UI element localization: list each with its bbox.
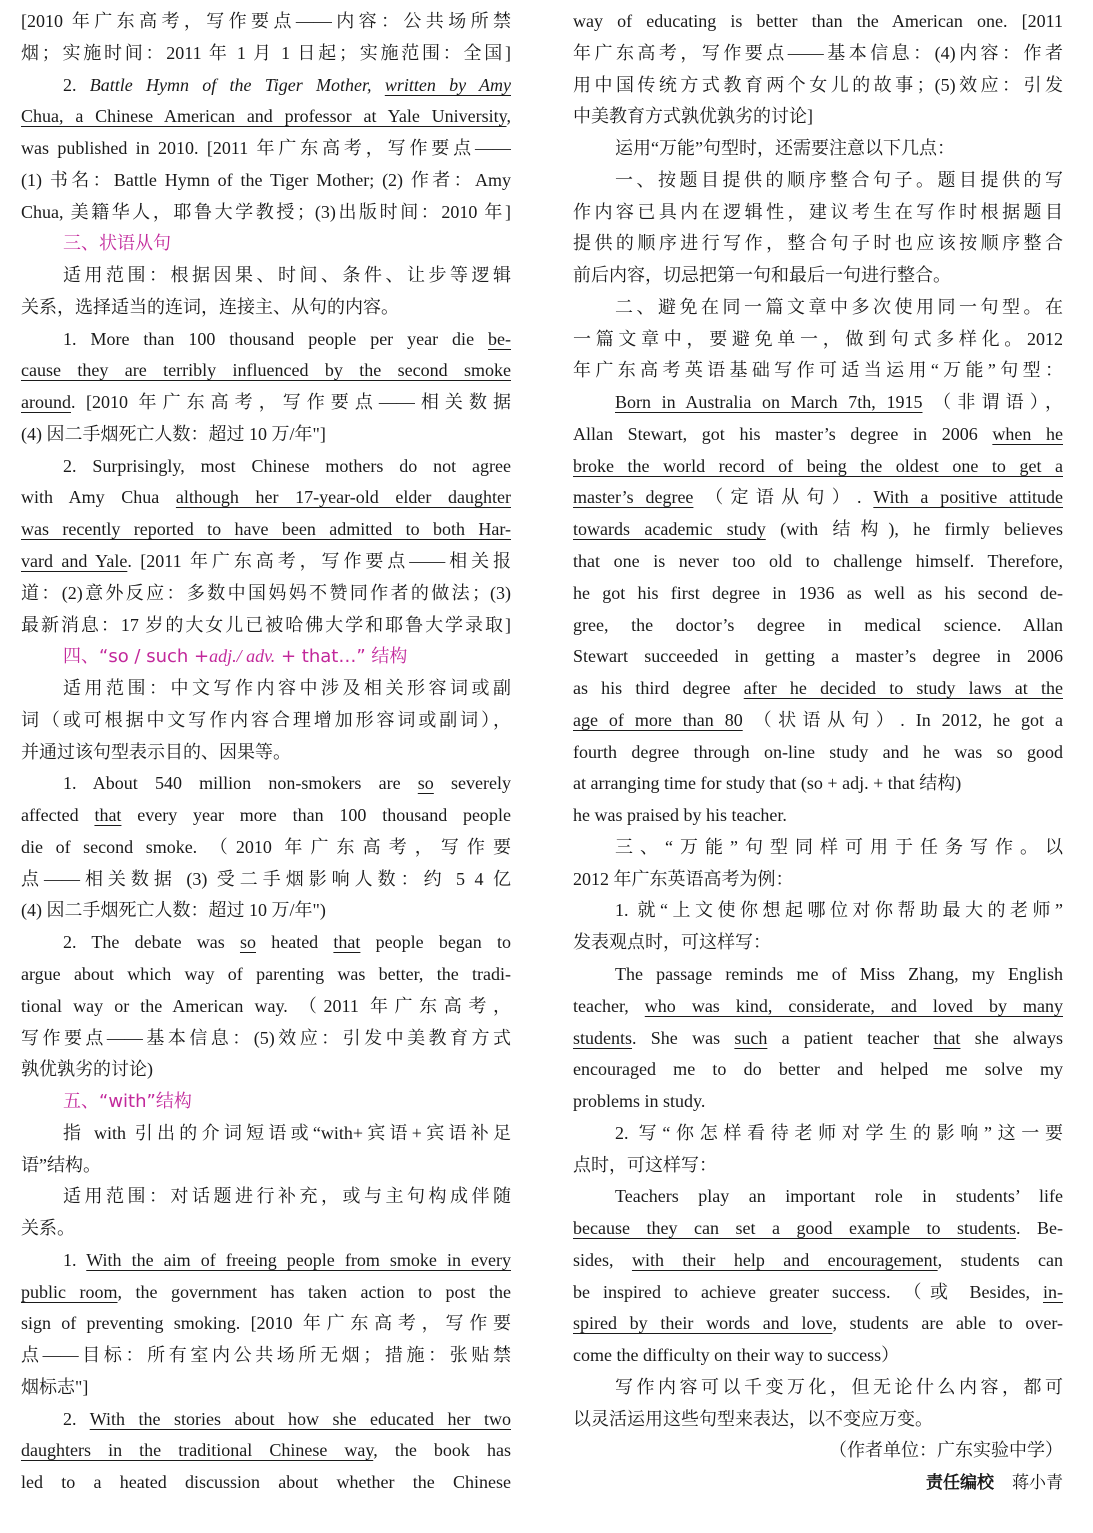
line-text: . [2010 年广东高考，写作要点——相关数据 [70, 392, 511, 413]
text-line [21, 546, 511, 578]
line-text: Chua, 美籍华人，耶鲁大学教授；(3)出版时间：2010 年] [21, 201, 511, 222]
underlined-phrase: was recently reported to have been admitted to both Har- [21, 519, 511, 540]
line-text: (with 结构), he firmly believes [765, 519, 1063, 540]
text-line [573, 991, 1063, 1023]
text-line [21, 482, 511, 514]
line-text: gree, the doctor’s degree in medical science. Allan [573, 614, 1063, 635]
underlined-phrase: so [417, 773, 434, 794]
text-line [21, 578, 511, 610]
text-line [21, 419, 511, 451]
text-line [21, 1372, 511, 1404]
editor-credit [573, 1467, 1063, 1499]
text-line [573, 1023, 1063, 1055]
line-text: argue about which way of parenting was better, the tradi- [21, 963, 511, 984]
text-line [21, 451, 511, 483]
underlined-phrase: spired by their words and love [573, 1313, 833, 1334]
line-text: people began to [360, 932, 511, 953]
line-text: 关系。 [21, 1218, 75, 1239]
text-line [573, 6, 1063, 38]
line-text: at arranging time for study that (so + adj. + that 结构) [573, 773, 962, 794]
text-line [573, 959, 1063, 991]
line-text: , the book has [373, 1440, 511, 1461]
line-text: 四、“so / such + [63, 646, 210, 668]
underlined-phrase: such [734, 1027, 768, 1048]
line-text: 提供的顺序进行写作，整合句子时也应该按顺序整合 [573, 233, 1063, 254]
line-text: , [506, 106, 511, 127]
line-text: 写作要点——基本信息：(5)效应：引发中美教育方式 [21, 1027, 511, 1048]
text-line [573, 133, 1063, 165]
underlined-phrase: master’s degree [573, 487, 694, 508]
line-text: severely [433, 773, 511, 794]
line-text: come the difficulty on their way to success） [573, 1345, 900, 1366]
text-line [573, 451, 1063, 483]
line-text: Allan Stewart, got his master’s degree in 2006 [573, 423, 993, 444]
text-line [21, 514, 511, 546]
line-text: , students can [937, 1249, 1063, 1270]
line-text: 烟标志"] [21, 1376, 89, 1397]
text-line [21, 895, 511, 927]
text-line [21, 1181, 511, 1213]
text-line [573, 546, 1063, 578]
text-line [573, 1213, 1063, 1245]
text-line [573, 387, 1063, 419]
line-text: （作者单位：广东实验中学） [829, 1440, 1063, 1461]
line-text: that one is never too old to challenge himself. Therefore, [573, 551, 1063, 572]
text-line [573, 578, 1063, 610]
text-line [573, 70, 1063, 102]
line-text: 1. More than 100 thousand people per year die [63, 328, 489, 349]
line-text: 2. 写“你怎样看待老师对学生的影响”这一要 [615, 1122, 1063, 1143]
text-line [21, 1023, 511, 1055]
line-text: （非谓语）， [922, 392, 1063, 413]
line-text: 中美教育方式孰优孰劣的讨论] [573, 106, 813, 127]
line-text: + that…” 结构 [275, 646, 408, 668]
line-text: 二、避免在同一篇文章中多次使用同一句型。在 [615, 296, 1063, 317]
line-text: was published in 2010. [2011 年广东高考，写作要点—— [21, 138, 511, 159]
text-line [21, 260, 511, 292]
line-text: be inspired to achieve greater success. （或 Besides, [573, 1281, 1043, 1302]
line-text: 2. Surprisingly, most Chinese mothers do not agree [63, 455, 511, 476]
line-text: （定语从句）. [693, 487, 874, 508]
text-line [573, 101, 1063, 133]
text-line [21, 355, 511, 387]
line-text: , the government has taken action to post the [117, 1281, 511, 1302]
left-column [21, 6, 511, 1499]
line-text: problems in study. [573, 1091, 706, 1112]
underlined-phrase: cause they are terribly influenced by the second smoke [21, 360, 511, 381]
text-line [21, 1213, 511, 1245]
line-text: 年广东高考英语基础写作可适当运用“万能”句型： [573, 360, 1063, 381]
text-line [21, 1435, 511, 1467]
text-line [573, 610, 1063, 642]
text-line [21, 1467, 511, 1499]
underlined-phrase: so [239, 932, 256, 953]
text-line [573, 1118, 1063, 1150]
text-line [21, 959, 511, 991]
line-text: 指 with 引出的介词短语或“with+宾语+宾语补足 [63, 1122, 511, 1143]
italic-title: Battle Hymn of the Tiger Mother, [89, 74, 385, 95]
line-text: . She was [632, 1027, 735, 1048]
text-line [21, 1340, 511, 1372]
text-line [21, 927, 511, 959]
line-text: 点——相关数据 (3) 受二手烟影响人数：约 5 4 亿 [21, 868, 511, 889]
text-line [21, 1404, 511, 1436]
line-text: The passage reminds me of Miss Zhang, my English [615, 963, 1063, 984]
line-text: 1. About 540 million non-smokers are [63, 773, 418, 794]
text-line [21, 1308, 511, 1340]
line-text: 2012 年广东英语高考为例： [573, 868, 794, 889]
line-text: (1) 书名：Battle Hymn of the Tiger Mother; (2) 作者：Amy [21, 169, 511, 190]
text-line [573, 705, 1063, 737]
editor-name: 蒋小青 [1012, 1473, 1063, 1494]
line-text: affected [21, 805, 95, 826]
line-text: 适用范围：对话题进行补充，或与主句构成伴随 [63, 1186, 511, 1207]
text-line [573, 1404, 1063, 1436]
line-text: 一、按题目提供的顺序整合句子。题目提供的写 [615, 169, 1063, 190]
text-line [573, 514, 1063, 546]
text-line [573, 895, 1063, 927]
underlined-phrase: towards academic study [573, 519, 766, 540]
line-text: sides, [573, 1249, 632, 1270]
underlined-phrase: with their help and encouragement [631, 1249, 938, 1270]
line-text: 一篇文章中，要避免单一，做到句式多样化。2012 [573, 328, 1063, 349]
line-text: teacher, [573, 995, 645, 1016]
text-line [573, 38, 1063, 70]
underlined-phrase: that [933, 1027, 961, 1048]
line-text: every year more than 100 thousand people [121, 805, 511, 826]
underlined-phrase: after he decided to study laws at the [743, 678, 1063, 699]
line-text: encouraged me to do better and helped me solve my [573, 1059, 1063, 1080]
text-line [573, 1277, 1063, 1309]
underlined-phrase: be- [488, 328, 511, 349]
text-line [573, 1054, 1063, 1086]
text-line [21, 101, 511, 133]
line-text: 适用范围：中文写作内容中涉及相关形容词或副 [63, 678, 511, 699]
line-text: 运用“万能”句型时，还需要注意以下几点： [615, 138, 955, 159]
line-text: he got his first degree in 1936 as well as his second de- [573, 582, 1063, 603]
text-line [573, 482, 1063, 514]
text-line [21, 1277, 511, 1309]
line-text: 以灵活运用这些句型来表达，以不变应万变。 [573, 1408, 933, 1429]
line-text: （状语从句）. In 2012, he got a [742, 709, 1063, 730]
underlined-phrase: that [333, 932, 361, 953]
underlined-phrase: because they can set a good example to students [573, 1218, 1016, 1239]
text-line [21, 38, 511, 70]
underlined-phrase: With a positive attitude [873, 487, 1063, 508]
line-text: 用中国传统方式教育两个女儿的故事；(5)效应：引发 [573, 74, 1063, 95]
line-text: tional way or the American way. （2011 年广东高考， [21, 995, 511, 1016]
line-text: 作内容已具内在逻辑性，建议考生在写作时根据题目 [573, 201, 1063, 222]
line-text: 关系，选择适当的连词，连接主、从句的内容。 [21, 296, 399, 317]
line-text: 孰优孰劣的讨论) [21, 1059, 153, 1080]
line-text: fourth degree through on-line study and he was so good [573, 741, 1063, 762]
text-line [573, 737, 1063, 769]
italic-text: adj./ adv. [209, 646, 276, 667]
text-line [573, 197, 1063, 229]
line-text: 发表观点时，可这样写： [573, 932, 771, 953]
text-line [573, 165, 1063, 197]
line-text: 年广东高考，写作要点——基本信息：(4)内容：作者 [573, 42, 1063, 63]
editor-label: 责任编校 [926, 1473, 994, 1494]
author-affiliation [573, 1435, 1063, 1467]
line-text: Teachers play an important role in students’ life [615, 1186, 1063, 1207]
text-line [573, 260, 1063, 292]
underlined-phrase: With the aim of freeing people from smoke in every [86, 1249, 511, 1270]
text-line [573, 1340, 1063, 1372]
line-text: 五、“with”结构 [63, 1091, 192, 1113]
line-text: 道：(2)意外反应：多数中国妈妈不赞同作者的做法；(3) [21, 582, 511, 603]
text-line [573, 292, 1063, 324]
text-line [573, 1086, 1063, 1118]
line-text: 点时，可这样写： [573, 1154, 717, 1175]
text-line [21, 165, 511, 197]
text-line [573, 864, 1063, 896]
text-line [21, 1150, 511, 1182]
line-text: 烟；实施时间：2011 年 1 月 1 日起；实施范围：全国] [21, 42, 511, 63]
underlined-phrase: students [573, 1027, 633, 1048]
line-text: 2. [63, 1408, 90, 1429]
text-line [573, 800, 1063, 832]
underlined-phrase: Chua, a Chinese American and professor at Yale University [21, 106, 507, 127]
line-text: Stewart succeeded in getting a master’s degree in 2006 [573, 646, 1063, 667]
underlined-phrase: With the stories about how she educated her two [89, 1408, 511, 1429]
line-text: 2. The debate was [63, 932, 240, 953]
text-line [21, 673, 511, 705]
line-text: 2. [63, 74, 90, 95]
text-line [21, 1054, 511, 1086]
line-text: 1. [63, 1249, 87, 1270]
text-line [21, 864, 511, 896]
line-text: die of second smoke. （2010 年广东高考，写作要 [21, 836, 511, 857]
line-text: a patient teacher [767, 1027, 934, 1048]
line-text: 1. 就“上文使你想起哪位对你帮助最大的老师” [615, 900, 1063, 921]
line-text: as his third degree [573, 678, 744, 699]
line-text: 三、“万能”句型同样可用于任务写作。以 [615, 836, 1063, 857]
spacer [994, 1472, 1012, 1492]
text-line [21, 324, 511, 356]
text-line [573, 355, 1063, 387]
text-line [21, 387, 511, 419]
line-text: , students are able to over- [832, 1313, 1063, 1334]
line-text: 并通过该句型表示目的、因果等。 [21, 741, 291, 762]
text-line [21, 1245, 511, 1277]
underlined-phrase: around [21, 392, 71, 413]
underlined-phrase: when he [992, 423, 1063, 444]
text-line [573, 641, 1063, 673]
text-line [573, 419, 1063, 451]
section-heading [21, 228, 511, 260]
line-text: she always [960, 1027, 1063, 1048]
line-text: he was praised by his teacher. [573, 805, 787, 826]
text-line [21, 832, 511, 864]
line-text: with Amy Chua [21, 487, 176, 508]
text-line [21, 610, 511, 642]
text-line [21, 768, 511, 800]
text-line [573, 1308, 1063, 1340]
line-text: 语”结构。 [21, 1154, 101, 1175]
underlined-phrase: daughters in the traditional Chinese way [21, 1440, 374, 1461]
underlined-phrase: public room [21, 1281, 118, 1302]
text-line [573, 324, 1063, 356]
text-line [21, 6, 511, 38]
text-line [21, 800, 511, 832]
line-text: . Be- [1015, 1218, 1063, 1239]
underlined-phrase: that [94, 805, 122, 826]
text-line [21, 70, 511, 102]
text-line [21, 197, 511, 229]
underlined-phrase: who was kind, considerate, and loved by many [644, 995, 1063, 1016]
section-heading [21, 1086, 511, 1118]
text-line [21, 737, 511, 769]
underlined-phrase: written by Amy [384, 74, 511, 95]
text-line [573, 1181, 1063, 1213]
underlined-phrase: although her 17-year-old elder daughter [175, 487, 511, 508]
text-line [21, 292, 511, 324]
text-line [573, 832, 1063, 864]
text-line [21, 991, 511, 1023]
line-text: [2010 年广东高考，写作要点——内容：公共场所禁 [21, 11, 511, 31]
line-text: led to a heated discussion about whether the Chinese [21, 1472, 511, 1493]
line-text: 最新消息：17 岁的大女儿已被哈佛大学和耶鲁大学录取] [21, 614, 511, 635]
line-text: 适用范围：根据因果、时间、条件、让步等逻辑 [63, 265, 511, 286]
right-column [573, 6, 1063, 1499]
text-line [21, 1118, 511, 1150]
line-text: heated [256, 932, 334, 953]
line-text: sign of preventing smoking. [2010 年广东高考，写作要 [21, 1313, 511, 1334]
underlined-phrase: broke the world record of being the oldest one to get a [573, 455, 1063, 476]
underlined-phrase: Born in Australia on March 7th, 1915 [615, 392, 923, 413]
underlined-phrase: vard and Yale [21, 551, 128, 572]
section-heading [21, 641, 511, 673]
line-text: 点——目标：所有室内公共场所无烟；措施：张贴禁 [21, 1345, 511, 1366]
line-text: 写作内容可以千变万化，但无论什么内容，都可 [615, 1376, 1063, 1397]
text-line [573, 927, 1063, 959]
line-text: 词（或可根据中文写作内容合理增加形容词或副词）， [21, 709, 511, 730]
line-text: (4) 因二手烟死亡人数：超过 10 万/年"] [21, 423, 326, 444]
text-line [573, 768, 1063, 800]
line-text: 前后内容，切忌把第一句和最后一句进行整合。 [573, 265, 951, 286]
text-line [21, 705, 511, 737]
text-line [573, 228, 1063, 260]
text-line [21, 133, 511, 165]
text-line [573, 1372, 1063, 1404]
line-text: . [2011 年广东高考，写作要点——相关报 [127, 551, 511, 572]
line-text: way of educating is better than the American one. [2011 [573, 11, 1063, 31]
text-line [573, 1245, 1063, 1277]
line-text: (4) 因二手烟死亡人数：超过 10 万/年") [21, 900, 326, 921]
text-line [573, 673, 1063, 705]
text-line [573, 1150, 1063, 1182]
underlined-phrase: in- [1043, 1281, 1063, 1302]
underlined-phrase: age of more than 80 [573, 709, 743, 730]
line-text: 三、状语从句 [63, 233, 171, 255]
